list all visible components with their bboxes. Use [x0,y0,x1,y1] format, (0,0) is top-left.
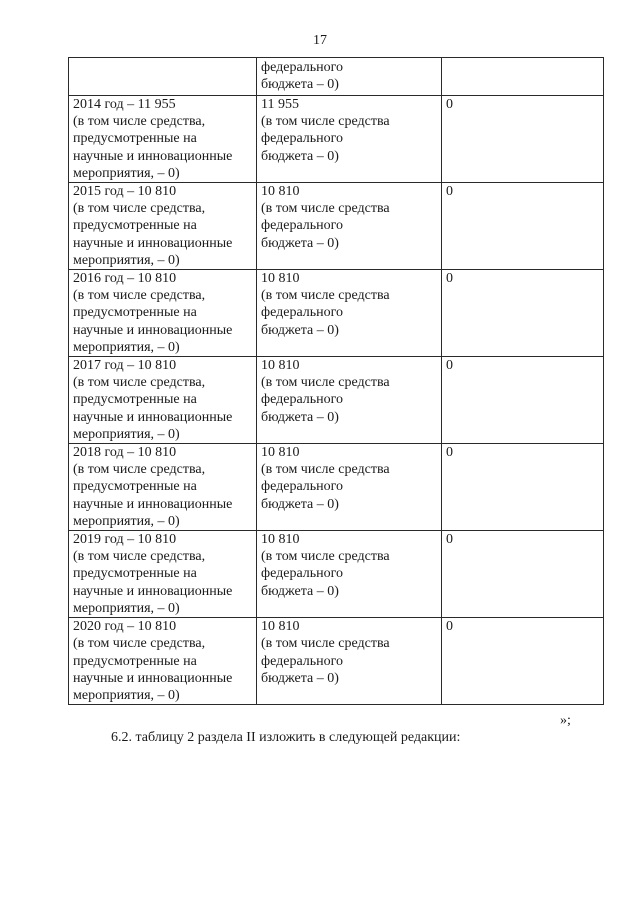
cell-federal-budget [257,183,442,270]
cell-other [442,270,604,357]
cell-line: (в том числе средства [261,549,390,565]
cell-line: 10 810 [261,619,300,635]
cell-value: 0 [446,358,453,374]
cell-line: мероприятия, – 0) [73,426,180,442]
cell-line: 2016 год – 10 810 [73,271,177,287]
cell-line: предусмотренные на [73,566,197,582]
cell-line: бюджета – 0) [261,148,339,164]
cell-line: 2020 год – 10 810 [73,619,177,635]
cell-line: (в том числе средства, [73,114,206,130]
cell-line: 2018 год – 10 810 [73,445,177,461]
cell-line: предусмотренные на [73,392,197,408]
cell-value: 0 [446,532,453,548]
table-row [69,270,604,357]
cell-line: научные и инновационные [73,322,233,338]
cell-line: (в том числе средства [261,462,390,478]
cell-line: бюджета – 0) [261,583,339,599]
cell-line: федерального [261,131,344,147]
cell-line: (в том числе средства, [73,636,206,652]
cell-value: 0 [446,619,453,635]
cell-year-total [69,357,257,444]
cell-other [442,96,604,183]
cell-line: (в том числе средства, [73,549,206,565]
cell-line: 11 955 [261,97,299,112]
table-row [69,618,604,705]
cell-line: 10 810 [261,445,300,461]
cell-other [442,183,604,270]
funding-table-body [69,58,604,705]
cell-line: федерального [261,479,344,495]
cell-line: научные и инновационные [73,496,233,512]
cell-year-total [69,183,257,270]
cell-line: (в том числе средства [261,288,390,304]
cell-line: федерального [261,392,344,408]
cell-line: бюджета – 0) [261,409,339,425]
cell-year-total [69,58,257,96]
cell-line: предусмотренные на [73,218,197,234]
cell-line: федерального [261,653,344,669]
cell-line: мероприятия, – 0) [73,165,180,181]
closing-quote-mark: »; [560,713,571,728]
cell-value: 0 [446,184,453,200]
cell-line: бюджета – 0) [261,77,339,93]
cell-federal-budget [257,270,442,357]
cell-line: (в том числе средства [261,375,390,391]
cell-line: научные и инновационные [73,583,233,599]
cell-line: (в том числе средства [261,636,390,652]
cell-line: 2014 год – 11 955 [73,97,176,112]
cell-other [442,618,604,705]
cell-line: бюджета – 0) [261,496,339,512]
page-number: 17 [313,33,327,48]
cell-line: мероприятия, – 0) [73,252,180,268]
cell-line: 2019 год – 10 810 [73,532,177,548]
cell-federal-budget [257,618,442,705]
cell-line: научные и инновационные [73,670,233,686]
cell-line: научные и инновационные [73,235,233,251]
cell-other [442,58,604,96]
cell-line: (в том числе средства [261,201,390,217]
cell-line: предусмотренные на [73,305,197,321]
cell-line: федерального [261,566,344,582]
cell-line: 10 810 [261,532,300,548]
cell-year-total [69,444,257,531]
cell-line: федерального [261,305,344,321]
amendment-paragraph: 6.2. таблицу 2 раздела II изложить в следующей редакции: [111,730,461,745]
table-row [69,183,604,270]
cell-federal-budget [257,58,442,96]
cell-other [442,444,604,531]
cell-line: мероприятия, – 0) [73,339,180,355]
cell-federal-budget [257,444,442,531]
cell-line: научные и инновационные [73,409,233,425]
cell-line: предусмотренные на [73,479,197,495]
cell-line: бюджета – 0) [261,235,339,251]
cell-line: (в том числе средства, [73,288,206,304]
cell-line: 2015 год – 10 810 [73,184,177,200]
table-row [69,531,604,618]
cell-line: 2017 год – 10 810 [73,358,177,374]
table-row [69,96,604,183]
cell-line: мероприятия, – 0) [73,513,180,529]
cell-line: мероприятия, – 0) [73,600,180,616]
cell-line: мероприятия, – 0) [73,687,180,703]
cell-federal-budget [257,96,442,183]
cell-federal-budget [257,357,442,444]
funding-table [68,57,604,705]
cell-line: 10 810 [261,358,300,374]
cell-year-total [69,618,257,705]
cell-year-total [69,270,257,357]
table-row [69,357,604,444]
cell-line: предусмотренные на [73,653,197,669]
cell-line: 10 810 [261,271,300,287]
cell-line: (в том числе средства, [73,201,206,217]
cell-value: 0 [446,445,453,461]
cell-federal-budget [257,531,442,618]
cell-other [442,357,604,444]
cell-line: научные и инновационные [73,148,233,164]
cell-year-total [69,531,257,618]
cell-other [442,531,604,618]
cell-line: федерального [261,60,344,75]
cell-line: (в том числе средства, [73,375,206,391]
cell-line: 10 810 [261,184,300,200]
cell-value: 0 [446,97,453,112]
cell-line: (в том числе средства [261,114,390,130]
cell-line: (в том числе средства, [73,462,206,478]
cell-line: бюджета – 0) [261,322,339,338]
cell-year-total [69,96,257,183]
cell-line: бюджета – 0) [261,670,339,686]
table-row [69,444,604,531]
cell-value: 0 [446,271,453,287]
cell-line: предусмотренные на [73,131,197,147]
table-row-continuation [69,58,604,96]
cell-line: федерального [261,218,344,234]
